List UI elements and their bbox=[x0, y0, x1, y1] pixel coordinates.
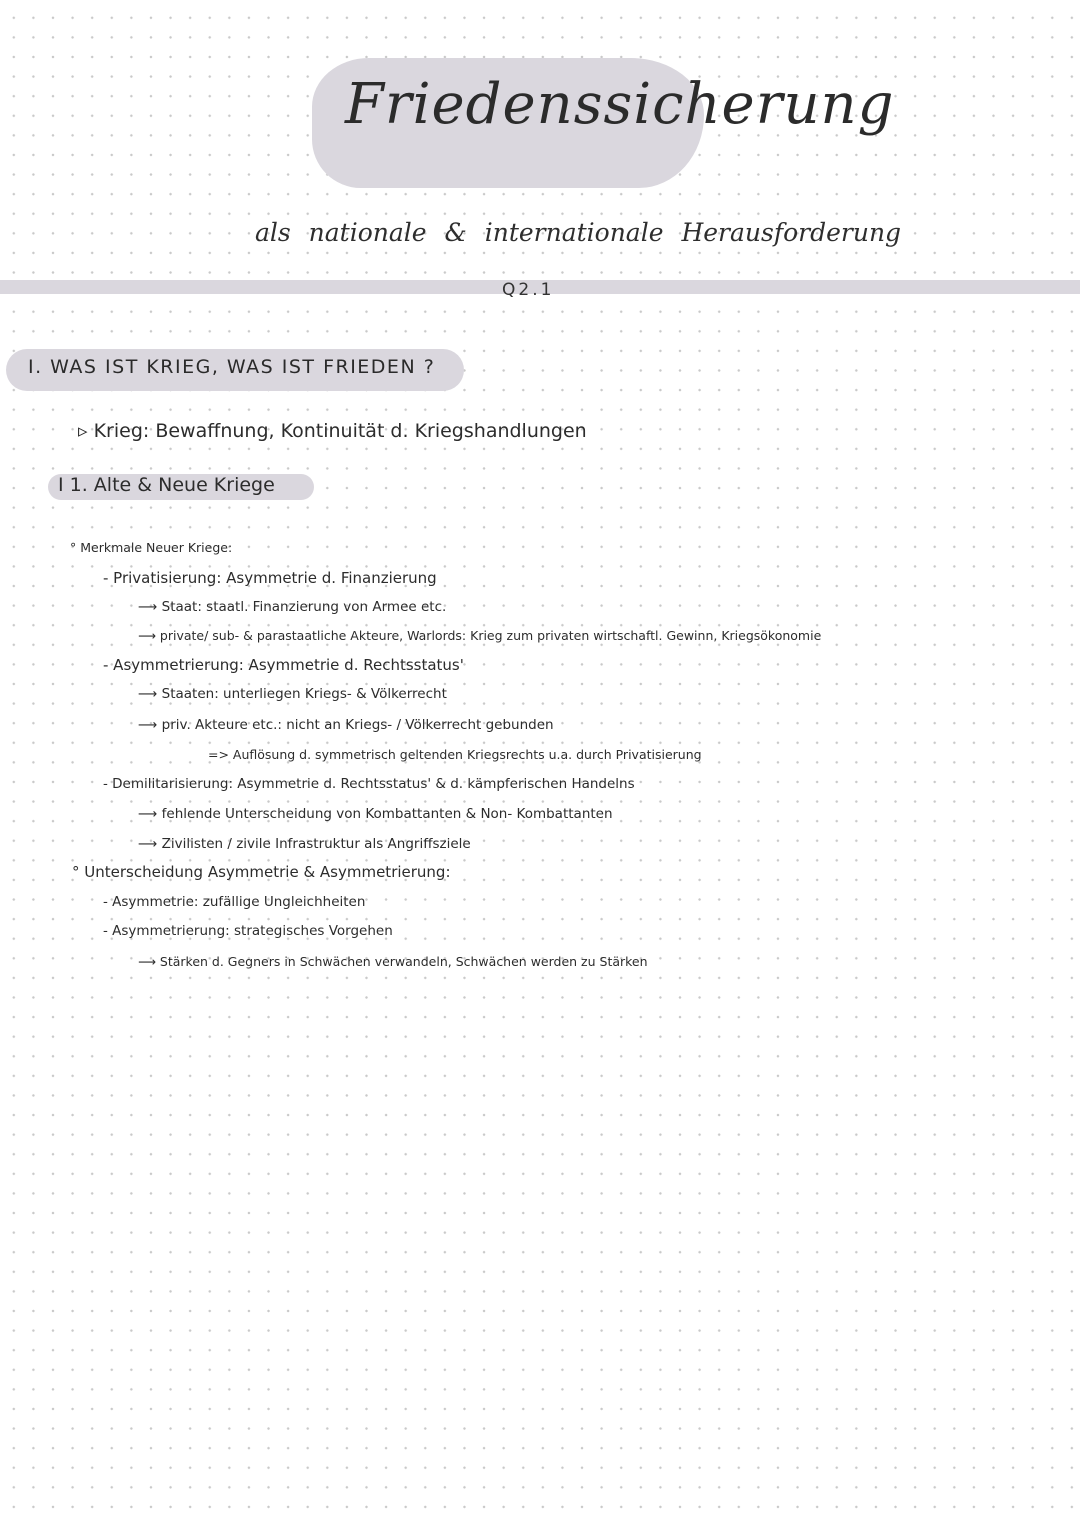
note-demil-2: ⟶ Zivilisten / zivile Infrastruktur als Angriffsziele bbox=[138, 836, 471, 852]
note-privatisierung: - Privatisierung: Asymmetrie d. Finanzierung bbox=[103, 569, 437, 587]
note-asym-priv: ⟶ priv. Akteure etc.: nicht an Kriegs- / Völkerrecht gebunden bbox=[138, 717, 554, 733]
note-demilitarisierung: - Demilitarisierung: Asymmetrie d. Rechtsstatus' & d. kämpferischen Handelns bbox=[103, 776, 635, 792]
note-asym-staaten: ⟶ Staaten: unterliegen Kriegs- & Völkerrecht bbox=[138, 686, 447, 702]
page-subtitle: als nationale & internationale Herausforderung bbox=[255, 218, 902, 247]
note-unterscheidung: ° Unterscheidung Asymmetrie & Asymmetrierung: bbox=[72, 863, 451, 881]
krieg-definition: ▹ Krieg: Bewaffnung, Kontinuität d. Kriegshandlungen bbox=[78, 420, 587, 442]
note-merkmale: ° Merkmale Neuer Kriege: bbox=[70, 540, 233, 555]
note-asymmetrierung-def: - Asymmetrierung: strategisches Vorgehen bbox=[103, 923, 393, 939]
note-demil-1: ⟶ fehlende Unterscheidung von Kombattanten & Non- Kombattanten bbox=[138, 806, 613, 822]
note-asymmetrierung: - Asymmetrierung: Asymmetrie d. Rechtsstatus' bbox=[103, 656, 464, 674]
note-asym-result: => Auflösung d. symmetrisch geltenden Kriegsrechts u.a. durch Privatisierung bbox=[208, 747, 702, 762]
subsection-title: I 1. Alte & Neue Kriege bbox=[58, 474, 275, 496]
note-staerken: ⟶ Stärken d. Gegners in Schwächen verwandeln, Schwächen werden zu Stärken bbox=[138, 954, 648, 969]
page-title: Friedenssicherung bbox=[345, 72, 895, 137]
section-title: I. WAS IST KRIEG, WAS IST FRIEDEN ? bbox=[28, 356, 436, 378]
note-priv-staat: ⟶ Staat: staatl. Finanzierung von Armee etc. bbox=[138, 599, 447, 615]
note-priv-private: ⟶ private/ sub- & parastaatliche Akteure, Warlords: Krieg zum privaten wirtschaftl. Gewinn, Kriegsökonomie bbox=[138, 628, 822, 643]
note-asymmetrie-def: - Asymmetrie: zufällige Ungleichheiten bbox=[103, 894, 366, 910]
course-code: Q2.1 bbox=[502, 280, 555, 300]
